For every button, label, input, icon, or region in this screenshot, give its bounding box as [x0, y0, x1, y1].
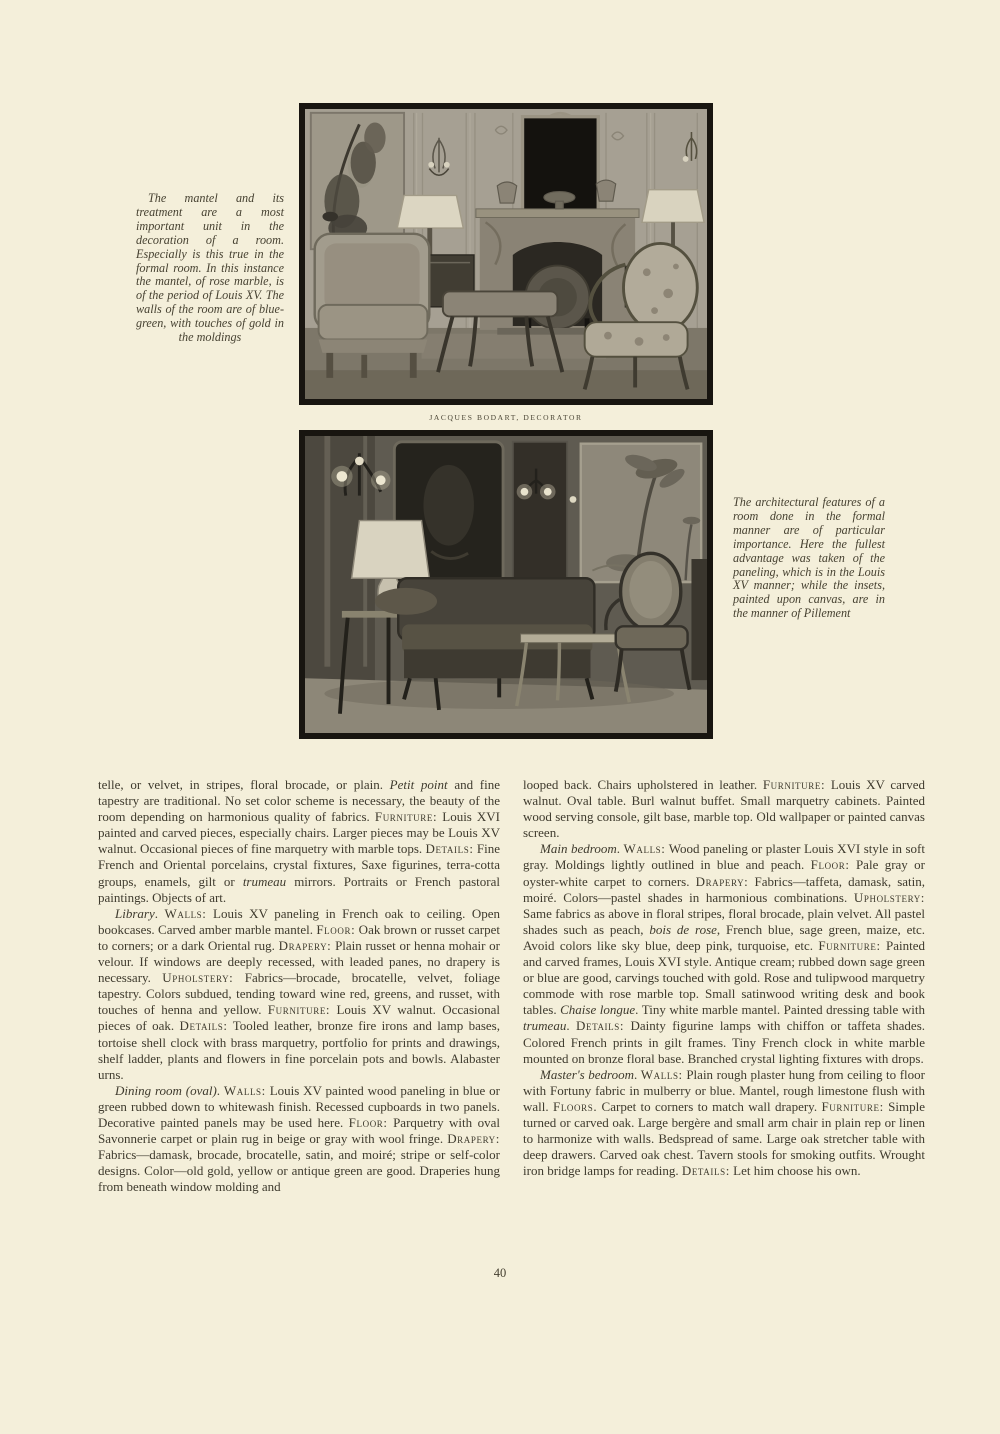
photo-bottom-illustration — [305, 436, 707, 733]
page-number: 40 — [493, 1266, 507, 1280]
figure-caption-bottom: The architectural features of a room done in the formal manner are of particular importance. Here the fullest advantage was taken of the paneling, which is in the Louis XV manner; while the insets, painted upon canvas, are in the manner of Pillement — [733, 495, 885, 621]
body-paragraph: Dining room (oval). Walls: Louis XV painted wood paneling in blue or green rubbed down to whitewash finish. Recessed cupboards in two panels. Decorative painted panels may be used here. Floor: Parquetry with oval Savonnerie carpet or plain rug in beige or gray with wool fringe. Drapery: Fabrics—damask, brocade, brocatelle, satin, and moiré; stripe or self-color designs. Color—old gold, yellow or antique green are good. Draperies hung from beneath window molding and — [98, 1082, 500, 1195]
panel-middle — [513, 442, 567, 582]
photo-credit: JACQUES BODART, DECORATOR — [429, 413, 583, 422]
body-column-left — [98, 777, 500, 1195]
photo-top-illustration — [305, 109, 707, 399]
banquette-edge — [691, 559, 707, 680]
body-text — [98, 777, 925, 1195]
body-paragraph: Main bedroom. Walls: Wood paneling or plaster Louis XVI style in soft gray. Moldings lightly outlined in blue and peach. Floor: Pale gray or oyster-white carpet to corners. Drapery: Fabrics—taffeta, damask, satin, moiré. Colors—pastel shades in harmonious combinations. Upholstery: Same fabrics as above in floral stripes, floral brocade, plain velvet. All pastel shades such as peach, bois de rose, French blue, sage green, maize, etc. Avoid colors like sky blue, deep pink, turquoise, etc. Furniture: Painted and carved frames, Louis XVI style. Antique cream; rubbed down sage green or blue are good, carvings touched with gold. Rose and tulipwood marquetry commode with rose marble top. Small satinwood writing desk and book tables. Chaise longue. Tiny white marble mantel. Painted dressing table with trumeau. Details: Dainty figurine lamps with chiffon or taffeta shades. Colored French prints in gilt frames. Tiny French clock in white marble mounted on bronze floral base. Branched crystal lighting fixtures with drops. — [523, 841, 925, 1066]
body-paragraph: Library. Walls: Louis XV paneling in French oak to ceiling. Open bookcases. Carved amber marble mantel. Floor: Oak brown or russet carpet to corners; or a dark Oriental rug. Drapery: Plain russet or henna mohair or velour. If windows are deeply recessed, with leaded panes, no drapery is necessary. Upholstery: Fabrics—brocade, brocatelle, velvet, foliage tapestry. Colors subdued, tending toward wine red, greens, and russet, with touches of henna and yellow. Furniture: Louis XV walnut. Occasional pieces of oak. Details: Tooled leather, bronze fire irons and lamp bases, tortoise shell clock with brass marquetry, portfolio for prints and drawings, shelf ladder, plants and flowers in fine porcelain pots and bowls. Alabaster urns. — [98, 905, 501, 1082]
body-paragraph: Master's bedroom. Walls: Plain rough plaster hung from ceiling to floor with Fortuny fabric in mulberry or blue. Mantel, rough limestone flush with wall. Floors. Carpet to corners to match wall drapery. Furniture: Simple turned or carved oak. Large bergère and small arm chair in plain rep or linen to harmonize with walls. Bedspread of same. Large oak stretcher table with deep drawers. Carved oak chest. Tavern stools for smoking outfits. Wrought iron bridge lamps for reading. Details: Let him choose his own. — [523, 1066, 925, 1179]
photo-formal-room-paneling — [299, 430, 713, 739]
photo-formal-room-mantel — [299, 103, 713, 405]
body-paragraph: looped back. Chairs upholstered in leather. Furniture: Louis XV carved walnut. Oval table. Burl walnut buffet. Small marquetry cabinets. Painted wood serving console, gilt base, marble top. Old wallpaper or painted canvas screen. — [523, 777, 925, 841]
mural-panel — [311, 113, 404, 249]
body-paragraph: telle, or velvet, in stripes, floral brocade, or plain. Petit point and fine tapestry are traditional. No set color scheme is necessary, the beauty of the room depending on harmonious quality of fabrics. Furniture: Louis XVI painted and carved pieces, especially chairs. Larger pieces may be Louis XV walnut. Occasional pieces of fine marquetry with marble tops. Details: Fine French and Oriental porcelains, crystal fixtures, Saxe figurines, terra-cotta groups, enamels, gilt or trumeau mirrors. Portraits or French pastoral paintings. Objects of art. — [98, 777, 501, 905]
body-column-right — [523, 777, 925, 1195]
figure-caption-top: The mantel and its treatment are a most important unit in the decoration of a room. Especially is this true in the formal room. In this instance the mantel, of rose marble, is of the period of Louis XV. The walls of the room are of blue-green, with touches of gold in the moldings — [136, 191, 284, 345]
